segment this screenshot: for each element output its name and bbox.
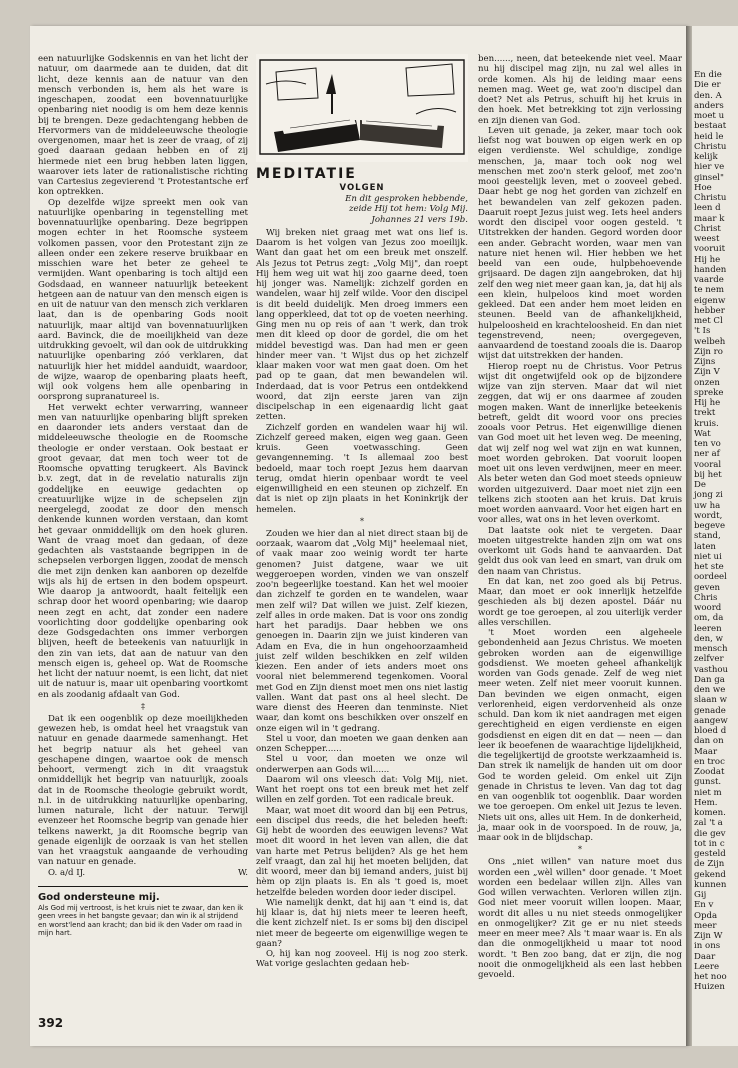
column-2	[256, 54, 468, 970]
next-page-fragment: hebber	[694, 305, 725, 316]
next-page-fragment: leen d	[694, 203, 721, 214]
next-page-fragment: Christu	[694, 141, 727, 152]
signature-place: O. a/d IJ.	[48, 867, 86, 878]
next-page-fragment: den, w	[694, 633, 723, 644]
paragraph: Stel u voor, dan moeten we onze wil onderwerpen aan Gods wil......	[256, 754, 468, 775]
next-page-fragment: trekt	[694, 408, 716, 419]
next-page-fragment: Hij he	[694, 254, 721, 265]
next-page-fragment: vaarde	[694, 275, 724, 285]
next-page-fragment: begeve	[694, 521, 726, 531]
paragraph: ben......, neen, dat beteekende niet veel. Maar nu hij discipel mag zijn, nu zal wel alles in orde komen. Als hij de leiding maar eens nemen mag. Weet ge, wat zoo'n discipel dan doet? Net als Petrus, schuift hij het kruis in den hoek. Met betrekking tot zijn verlossing en zijn dienen van God.	[478, 54, 682, 126]
next-page-fragment: moet u	[694, 111, 725, 121]
next-page-fragment: 't Is	[694, 326, 711, 337]
page-number: 392	[38, 1016, 64, 1030]
next-page-fragment: te nem	[694, 285, 725, 296]
paragraph: Zouden we hier dan al niet direct staan bij de oorzaak, waarom dat „Volg Mij" heelemaal niet, of vaak maar zoo weinig wordt ter harte genomen? Juist datgene, waar we uit weggeroepen worden, vinden we van onszelf zoo'n begeerlijke toestand. Kan het wel mooier dan zichzelf te gorden en te wandelen, waar men zelf wil? Dat willen we juist. Zelf kiezen, zelf alles in orde maken. Dat is voor ons zondig hart het paradijs. Daar hebben we ons genoegen in. Daarin zijn we juist kinderen van Adam en Eva, die in hun ongehoorzaamheid juist zelf wilden beschikken en zelf wilden kiezen. Een ander of iets anders moet ons vooral niet belemmerend tegenkomen. Vooral met God en Zijn dienst moet men ons niet lastig vallen. Want dat past ons al heel slecht. De ware dienst des Heeren dan tenminste. Niet waar, dan komt ons beschikken over onszelf en onze eigen wil in 't gedrang.	[256, 528, 468, 734]
next-page-fragment: woord	[694, 603, 722, 613]
next-page-fragment: genade	[694, 705, 726, 716]
paragraph: Wij breken niet graag met wat ons lief is. Daarom is het volgen van Jezus zoo moeilijk. Want dan gaat het om een breuk met onszelf. Als Jezus tot Petrus zegt: „Volg Mij", dan roept Hij hem weg uit wat hij zoo gaarne deed, toen hij jonger was. Namelijk: zichzelf gorden en wandelen, waar hij zelf wilde. Voor den discipel is dit beeld duidelijk. Men droeg immers een lang opperkleed, dat tot op de voeten neerhing. Ging men nu op reis of aan 't werk, dan trok men dit kleed op door de gordel, die om het middel bevestigd was. Dan had men er geen hinder meer van. 't Wijst dus op het zichzelf klaar maken voor wat men gaat doen. Om het pad op te gaan, dat men bewandelen wil. Inderdaad, dat is voor Petrus een ontdekkend woord, dat zijn eerste jaren van zijn discipelschap in een eigenaardig licht gaat zetten.	[256, 227, 468, 423]
next-page-fragment: maar k	[694, 213, 725, 224]
paragraph: Daarom wil ons vleesch dat: Volg Mij, niet. Want het roept ons tot een breuk met het zelf willen en zelf gorden. Tot een radicale breuk.	[256, 774, 468, 806]
next-page-fragment: Chris	[694, 592, 718, 603]
next-page-edge	[692, 26, 738, 1046]
next-page-fragment: Maar	[694, 746, 718, 757]
next-page-text	[694, 70, 738, 993]
section-divider-icon: *	[578, 845, 582, 855]
next-page-fragment: leeren	[694, 623, 722, 634]
next-page-fragment: ten vo	[694, 439, 721, 449]
next-page-fragment: bij het	[694, 469, 722, 480]
paragraph: O, hij kan nog zooveel. Hij is nog zoo sterk. Wat vorige geslachten gedaan heb-	[256, 949, 468, 970]
paragraph: Stel u voor, dan moeten we gaan denken aan onzen Schepper......	[256, 733, 468, 754]
next-page-fragment: Zijns	[694, 357, 716, 367]
next-page-fragment: Leere	[694, 961, 720, 972]
next-page-fragment: Zoodat	[694, 767, 725, 777]
next-page-fragment: oordeel	[694, 572, 727, 583]
open-book-illustration-icon	[256, 54, 468, 162]
next-page-fragment: den. A	[694, 90, 722, 101]
next-page-fragment: laten	[694, 541, 716, 552]
next-page-fragment: Gij	[694, 890, 707, 900]
next-page-fragment: Hem.	[694, 797, 718, 808]
paragraph: Dat ik een oogenblik op deze moeilijkheden gewezen heb, is omdat heel het vraagstuk van natuur en genade daarmede samenhangt. Het het begrip natuur als het geheel van geschapene dingen, waartoe ook de mensch behoort, vermengt zich in dit vraagstuk onmiddellijk het begrip van natuurlijk, zooals dat in de Roomsche theologie gebruikt wordt, n.l. in de uitdrukking natuurlijke openbaring, lumen naturale, licht der natuur. Terwijl evenzeer het Roomsche begrip van genade hier telkens nawerkt, ja dit Roomsche begrip van genade eigenlijk de oorzaak is van het stellen van het vraagstuk aangaande de verhouding van natuur en genade.	[38, 713, 248, 868]
motto-line: zeide Hij tot hem: Volg Mij.	[348, 204, 468, 215]
next-page-fragment: met Cl	[694, 316, 723, 326]
paragraph: Op dezelfde wijze spreekt men ook van natuurlijke openbaring in tegenstelling met bovennatuurlijke openbaring. Deze begrippen mogen echter in het Roomsche systeem volkomen passen, voor den Protestant zijn ze alleen onder een zekere reserve bruikbaar en misschien ware het beter ze geheel te vermijden. Want openbaring is toch altijd een Godsdaad, en wanneer natuurlijk beteekent hetgeen aan de natuur van den mensch eigen is en uit de natuur van den mensch zich verklaren laat, dan is de openbaring Gods nooit natuurlijk, maar altijd van bovennatuurlijken aard. Bavinck, die de moeilijkheid van deze uitdrukking gevoelt, wil dan ook de uitdrukking natuurlijke openbaring zóó verklaren, dat natuurlijk hier het middel aanduidt, waardoor, de wijze, waarop de openbaring plaats heeft, wijl ook volgens hem alle openbaring in oorsprong supranatureel is.	[38, 197, 248, 403]
motto-reference: Johannes 21 vers 19b.	[371, 214, 468, 225]
paragraph: Wie namelijk denkt, dat hij aan 't eind is, dat hij klaar is, dat hij niets meer te leeren heeft, die kent zichzelf niet. Is er soms bij den discipel niet meer de begeerte om eigenwillige wegen te gaan?	[256, 897, 468, 949]
next-page-fragment: dan on	[694, 736, 724, 747]
next-page-fragment: vooral	[694, 459, 722, 470]
section-divider-icon: *	[360, 516, 364, 526]
paragraph: Hierop roept nu de Christus. Voor Petrus wijst dit ongetwijfeld ook op de bijzondere wijze van zijn sterven. Maar dat wil niet zeggen, dat wij er ons daarmee af zouden mogen maken. Want de innerlijke beteekenis betreft, geldt dit woord voor ons precies zooals voor Petrus. Het eigenwillige dienen van God moet uit het leven weg. De meening, dat wij zelf nog wel wat zijn en wat kunnen, moet worden gebroken. Dat vooruit loopen moet uit ons leven verdwijnen, meer en meer. Als beter weten dan God moet steeds opnieuw worden uitgezuiverd. Daar moet niet zijn een telkens zich stooten aan het kruis. Dat kruis moet worden aanvaard. Voor het eigen hart en voor alles, wat ons in het leven overkomt.	[478, 361, 682, 526]
next-page-fragment: Zijn ro	[694, 346, 723, 357]
next-page-fragment: aangew	[694, 715, 728, 726]
next-page-fragment: welbeh	[694, 336, 726, 347]
next-page-fragment: Dan ga	[694, 674, 725, 685]
magazine-page	[30, 26, 686, 1046]
next-page-fragment: heid le	[694, 131, 724, 142]
paragraph: een natuurlijke Godskennis en van het licht der natuur, om daarmede aan te duiden, dat dit licht, deze kennis aan de natuur van den mensch verbonden is, hem als het ware is ingeschapen, zoodat een bovennatuurlijke openbaring niet noodig is om hem deze kennis bij te brengen. Deze gedachtengang hebben de Hervormers van de middeleeuwsche theologie overgenomen, maar het is zeer de vraag, of zij goed daaraan gedaan hebben en of zij hiermede niet een brug hebben laten liggen, waarover iets later de rationalistische richting van Cartesius zegevierend 't Protestantsche erf kon optrekken.	[38, 54, 248, 198]
next-page-fragment: En die	[694, 70, 722, 80]
next-page-fragment: zelfver	[694, 654, 724, 665]
next-page-fragment: Daar	[694, 951, 716, 962]
next-page-fragment: gekend	[694, 869, 726, 880]
next-page-fragment: vooruit	[694, 244, 726, 255]
signature-author: W.	[237, 867, 248, 878]
prayer-text: Als God mij vertroost, is het kruis niet te zwaar, dan ken ik geen vrees in het bangste gevaar; dan win ik al strijdend en worst'lend aan kracht; dan bid ik den Vader om raad in mijn hart.	[38, 903, 244, 938]
next-page-fragment: niet m	[694, 787, 722, 798]
meditation-heading: MEDITATIE	[256, 166, 357, 182]
paragraph: Ons „niet willen" van nature moet dus worden een „wèl willen" door genade. 't Moet worden een bedelaar willen zijn. Alles van God willen verwachten. Verloren willen zijn. God niet meer vooruit willen loopen. Maar, wordt dit alles u nu niet steeds onmogelijker en onmogelijker? Zit ge er nu niet steeds meer en meer mee? Als 't maar waar is. En als dan die onmogelijkheid u maar tot nood wordt. 't Ben zoo bang, dat er zijn, die nog nooit die onmogelijkheid als een last hebben gevoeld.	[478, 857, 682, 980]
next-page-fragment: ner af	[694, 449, 720, 460]
next-page-fragment: kunnen	[694, 879, 727, 890]
next-page-fragment: Die er	[694, 80, 721, 91]
next-page-fragment: tot in c	[694, 838, 725, 849]
next-page-fragment: den we	[694, 685, 726, 695]
next-page-fragment: mensch	[694, 644, 728, 654]
next-page-fragment: meer	[694, 920, 717, 931]
next-page-fragment: weest	[694, 234, 720, 244]
next-page-fragment: Wat	[694, 428, 711, 439]
next-page-fragment: onzen	[694, 377, 720, 388]
next-page-fragment: komen.	[694, 808, 726, 818]
column-3	[478, 54, 682, 980]
next-page-fragment: de Zijn	[694, 859, 725, 870]
paragraph: Zichzelf gorden en wandelen waar hij wil. Zichzelf gereed maken, eigen weg gaan. Geen kruis. Geen voetwassching. Geen gevangenneming. 't Is allemaal zoo best bedoeld, maar toch roept Jezus hem daarvan terug, omdat hierin openbaar wordt te veel eigenwilligheid en een steunen op zichzelf. En dat is niet op zijn plaats in het Koninkrijk der hemelen.	[256, 422, 468, 515]
next-page-fragment: om, da	[694, 613, 724, 624]
next-page-fragment: en troc	[694, 756, 725, 767]
next-page-fragment: anders	[694, 100, 724, 111]
section-divider-icon: ‡	[141, 701, 145, 711]
paragraph: En dat kan, net zoo goed als bij Petrus. Maar, dan moet er ook innerlijk hetzelfde geschieden als bij dezen apostel. Dáár nu wordt ge toe geroepen, al zou uiterlijk verder alles verschillen.	[478, 576, 682, 628]
next-page-fragment: Hoe	[694, 182, 712, 193]
scripture-motto	[256, 194, 468, 225]
next-page-fragment: Christ	[694, 223, 721, 234]
next-page-fragment: Opda	[694, 910, 718, 921]
next-page-fragment: ginsel"	[694, 172, 724, 183]
column-1	[38, 54, 248, 938]
paragraph: Leven uit genade, ja zeker, maar toch ook liefst nog wat bouwen op eigen werk en op eigen verdienste. Wel schuldige, zondige menschen, ja, maar toch ook nog wel menschen met zoo'n sterk geloof, met zoo'n mooi geestelijk leven, met o zooveel gebed. Daar hebt ge nog het gorden van zichzelf en het bewandelen van zelf gekozen paden. Daaruit roept Jezus juist weg. Iets heel anders wordt den discipel voor oogen gesteld. 't Uitstrekken der handen. Gegord worden door een ander. Gebracht worden, waar men van nature niet henen wil. Hier hebben we het beeld van een oude, hulpbehoevende grijsaard. De dagen zijn aangebroken, dat hij zelf den weg niet meer gaan kan, ja, dat hij als een klein, hulpeloos kind moet worden gekleed. Dat een ander hem moet leiden en steunen. Beeld van de afhankelijkheid, hulpeloosheid en krachteloosheid. En dan niet tegenstrevend, neen; overgegeven, aanvaardend de toestand zooals die is. Daarop wijst dat uitstrekken der handen.	[478, 125, 682, 362]
paragraph: Maar, wat moet dit woord dan bij een Petrus, een discipel dus reeds, die het beleden heeft: Gij hebt de woorden des eeuwigen levens? Wat moet dit woord in het leven van allen, die dat van harte met Petrus belijden? Als ge het hem zelf vraagt, dan zal hij het moeten belijden, dat dit woord, meer dan bij iemand anders, juist bij hèm op zijn plaats is. En als 't goed is, moet hetzelfde beleden worden door ieder discipel.	[256, 805, 468, 898]
paragraph: 't Moet worden een algeheele gebondenheid aan Jezus Christus. We moeten gebroken worden aan de eigenwillige godsdienst. We moeten geheel afhankelijk worden van Gods genade. Zelf de weg niet meer weten. Zelf niet meer vooruit kunnen. Dan bevinden we eigen onmacht, eigen verlorenheid, eigen verdorvenheid als onze schuld. Dan kom ik niet aandragen met eigen gerechtigheid en eigen verdienste en eigen godsdienst en eigen dit en dat — neen — dan leer ik beoefenen de waarachtige lijdelijkheid, die tegelijkertijd de grootste werkzaamheid is. Dan strek ik namelijk de handen uit om door God te worden geleid. Om enkel uit Zijn genade in Christus te leven. Van dag tot dag en van oogenblik tot oogenblik. Daar worden we toe geroepen. Om enkel uit Jezus te leven. Niets uit ons, alles uit Hem. In de donkerheid, ja, maar ook in de voorspoed. In de rouw, ja, maar ook in de blijdschap.	[478, 628, 682, 843]
next-page-fragment: En v	[694, 900, 714, 911]
paragraph: Het verwekt echter verwarring, wanneer men van natuurlijke openbaring blijft spreken en daaronder iets anders verstaat dan de middeleeuwsche theologie en de Roomsche theologie er onder verstaan. Ook bestaat er groot gevaar, dat men toch weer tot de Roomsche opvatting terugkeert. Als Bavinck b.v. zegt, dat in de revelatio naturalis zijn goddelijke en eeuwige gedachten op creatuurlijke wijze in de schepselen zijn neergelegd, zoodat ze door den mensch denkende kunnen worden verstaan, dan komt het gevaar onmiddellijk om den hoek gluren. Want de vraag moet dan gedaan, of deze gedachten als vaststaande begrippen in de schepselen verborgen liggen, zoodat de mensch die met zijn denken kan aanboren op dezelfde wijs als hij de ertsen in den bodem opspeurt. Wie daarop ja antwoordt, haalt feitelijk een schrap door het woord openbaring; wie daarop neen zegt en acht, dat zonder een nadere voorlichting door goddelijke openbaring ook deze Godsgedachten ons immer verborgen blijven, heeft de beteekenis van natuurlijk in den zin van iets, dat aan de natuur van den mensch eigen is, geheel op. Wat de Roomsche het licht der natuur noemt, is een licht, dat niet uit de natuur is, maar uit openbaring voortkomt en als zoodanig afdaalt van God.	[38, 402, 248, 700]
meditation-subheading: VOLGEN	[339, 183, 385, 193]
next-page-fragment: handen	[694, 264, 727, 275]
next-page-fragment: hier ve	[694, 162, 725, 173]
next-page-fragment: De	[694, 480, 706, 490]
next-page-fragment: die gev	[694, 828, 726, 839]
next-page-fragment: stand,	[694, 531, 721, 542]
next-page-fragment: uw ha	[694, 500, 721, 511]
next-page-fragment: geven	[694, 582, 721, 593]
next-page-fragment: spreke	[694, 387, 724, 398]
next-page-fragment: Zijn W	[694, 931, 723, 941]
next-page-fragment: Huizen	[694, 982, 725, 993]
next-page-fragment: Christu	[694, 193, 727, 203]
paragraph: Dat laatste ook niet te vergeten. Daar moeten uitgestrekte handen zijn om wat ons overkomt uit Gods hand te aanvaarden. Dat geldt dus ook van leed en smart, van druk om den naam van Christus.	[478, 525, 682, 577]
motto-line: En dit gesproken hebbende,	[345, 194, 468, 204]
next-page-fragment: jong zi	[694, 490, 723, 501]
next-page-fragment: het ste	[694, 562, 724, 572]
next-page-fragment: kelijk	[694, 152, 718, 162]
next-page-fragment: kruis.	[694, 418, 719, 429]
next-page-fragment: eigenw	[694, 295, 726, 306]
next-page-fragment: in ons	[694, 941, 721, 952]
next-page-fragment: vasthou	[694, 664, 729, 675]
next-page-fragment: bloed d	[694, 726, 727, 736]
next-page-fragment: gesteld	[694, 849, 726, 859]
divider	[38, 886, 248, 887]
next-page-fragment: zal 't a	[694, 818, 723, 829]
next-page-fragment: niet ui	[694, 551, 722, 562]
next-page-fragment: wordt,	[694, 510, 723, 521]
next-page-fragment: gunst.	[694, 777, 722, 788]
next-page-fragment: Zijn V	[694, 367, 720, 378]
next-page-fragment: het noo	[694, 972, 727, 982]
next-page-fragment: Hij he	[694, 398, 721, 408]
signature-line	[38, 868, 248, 878]
next-page-fragment: bestaat	[694, 121, 727, 132]
next-page-fragment: slaan w	[694, 695, 728, 706]
prayer-title: God ondersteune mij.	[38, 891, 160, 903]
